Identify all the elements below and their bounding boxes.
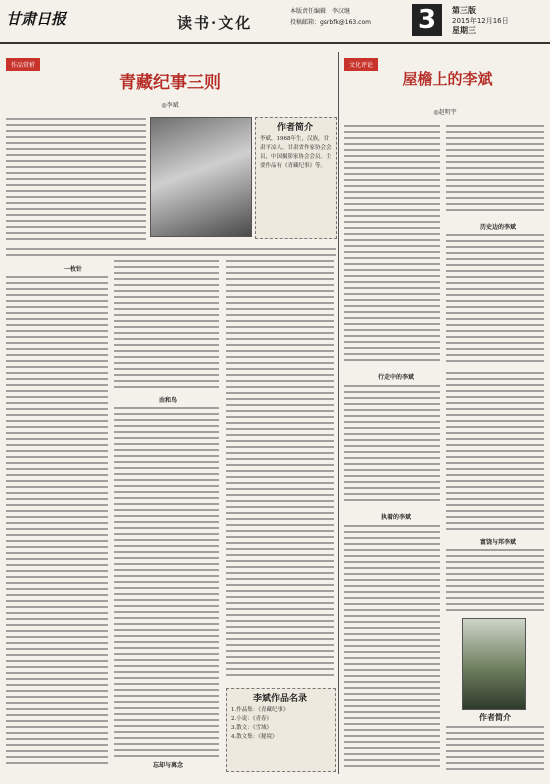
left-col1-text: [6, 276, 108, 766]
right-col2-text: [446, 234, 544, 364]
section-title: 读书·文化: [177, 14, 253, 32]
left-subhead: 一枚针: [40, 264, 106, 273]
editor-info: [290, 6, 371, 28]
left-article-title: 青藏纪事三则: [119, 73, 221, 93]
email-line: 投稿邮箱：gsrbfk@163.com: [290, 19, 371, 26]
editor-line: 本版责任编辑 李汉继: [290, 8, 351, 15]
page-label: 第三版: [452, 6, 476, 15]
left-body-text: [6, 248, 336, 258]
right-subhead: 行走中的李斌: [360, 372, 432, 381]
right-article-tag: 文化评论: [344, 58, 378, 71]
right-col2-text: [446, 372, 544, 532]
page-header: [0, 0, 550, 44]
left-col2-text: [114, 407, 219, 757]
page-number: 3: [412, 4, 442, 36]
left-body-text: [6, 118, 146, 243]
page-info: [452, 6, 509, 36]
right-col1-text: [344, 525, 440, 770]
masthead: 甘肃日报: [6, 10, 67, 28]
right-col2-text: [446, 549, 544, 611]
left-article-byline: ◎李斌: [161, 102, 179, 109]
left-col3-text: [226, 260, 334, 680]
left-subhead: 由和鸟: [140, 395, 196, 404]
right-author-text: [446, 726, 544, 770]
column-divider: [338, 52, 339, 774]
left-article-tag: 作品赏析: [6, 58, 40, 71]
works-item: 4.散文集：《秘境》: [231, 734, 278, 740]
left-col2-text: [114, 260, 219, 390]
right-col1-text: [344, 385, 440, 505]
author-intro-text: 李斌，1968年生，汉族，甘肃平凉人。甘肃省作家协会会员，中国摄影家协会会员。主要作品有《青藏纪事》等。: [260, 136, 332, 169]
weekday: 星期三: [452, 26, 476, 35]
works-item: 2.小说：《青春》: [231, 716, 272, 722]
works-list: [231, 706, 331, 742]
right-subhead: 富饶与邦李斌: [460, 537, 536, 546]
issue-date: 2015年12月16日: [452, 17, 509, 25]
right-subhead: 执着的李斌: [365, 512, 427, 521]
right-col1-text: [344, 125, 440, 365]
author-photo-left: [150, 117, 252, 237]
author-photo-right: [462, 618, 526, 710]
right-col2-text: [446, 125, 544, 215]
right-article-byline: ◎赵明宇: [433, 109, 457, 116]
left-subhead: 忘却与离念: [135, 760, 201, 769]
works-list-title: 李斌作品名录: [252, 694, 307, 704]
works-item: 1.作品集：《青藏纪事》: [231, 707, 289, 713]
right-author-label: 作者简介: [479, 712, 511, 722]
right-subhead: 历史边的李斌: [465, 222, 531, 231]
works-item: 3.散文：《雪域》: [231, 725, 272, 731]
right-article-title: 屋檐上的李斌: [402, 70, 493, 88]
author-intro-title: 作者简介: [276, 123, 313, 133]
